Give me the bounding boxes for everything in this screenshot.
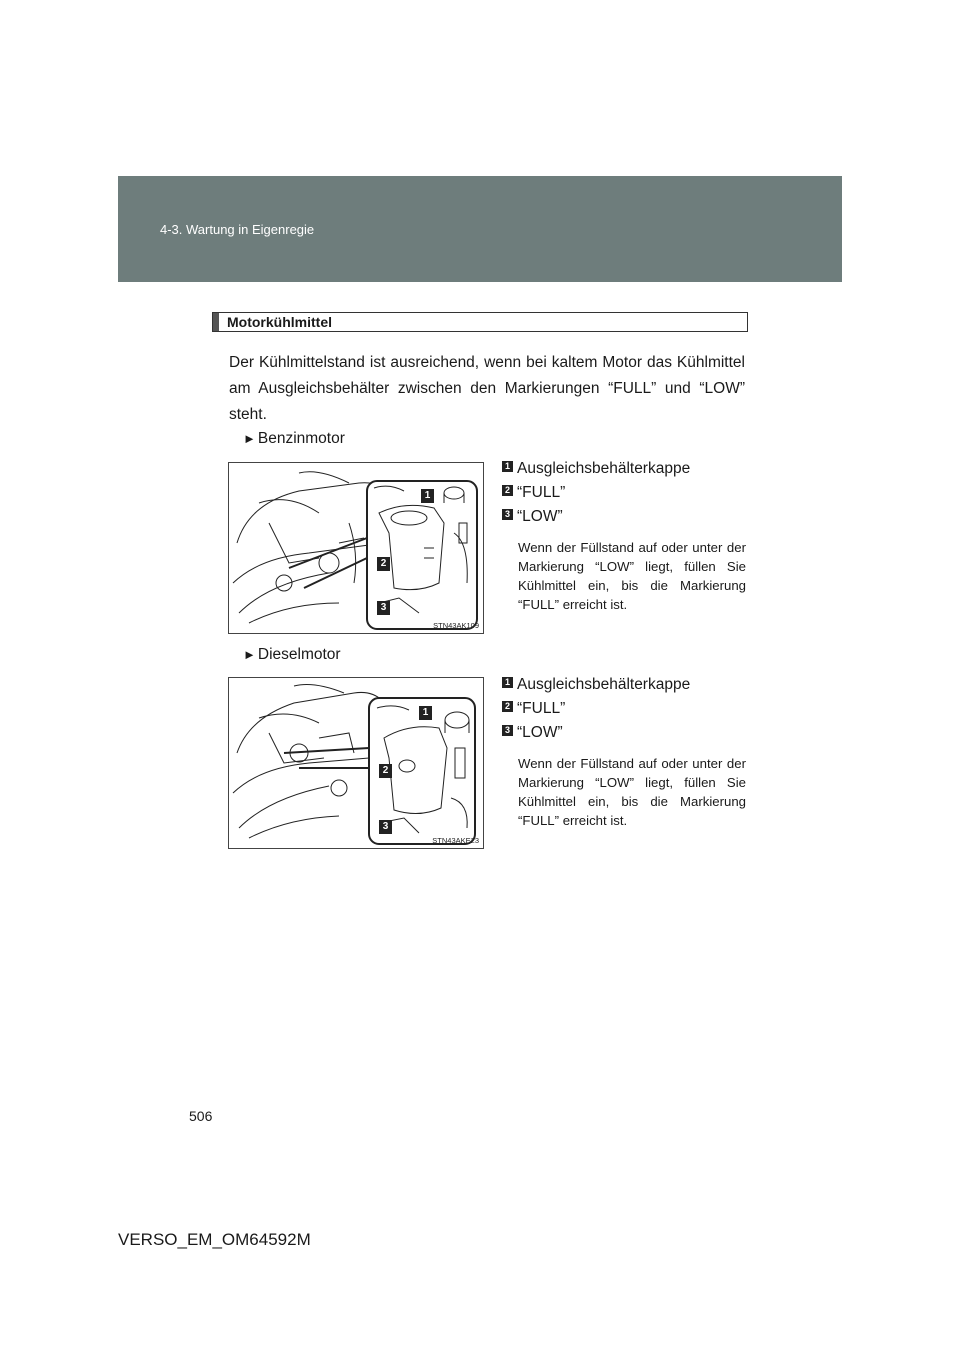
number-badge-1: 1 [502, 677, 513, 688]
section-title-accent [213, 313, 219, 331]
legend-note: Wenn der Füllstand auf oder unter der Markierung “LOW” liegt, füllen Sie Kühlmittel ein, bis die Markierung “FULL” erreicht ist. [518, 540, 746, 612]
figure-badge-2: 2 [379, 764, 392, 778]
diesel-engine-label [243, 646, 341, 664]
triangle-bullet-icon: ► [243, 647, 256, 662]
legend-label: “LOW” [517, 724, 563, 741]
legend-item [502, 481, 752, 504]
intro-paragraph: Der Kühlmittelstand ist ausreichend, wenn bei kaltem Motor das Kühlmittel am Ausgleichsbehälter zwischen den Markierungen “FULL” und “LOW” steht. [229, 354, 745, 423]
number-badge-3: 3 [502, 725, 513, 736]
figure-code: STN43AKE23 [432, 836, 479, 845]
figure-badge-3: 3 [377, 601, 390, 615]
diesel-legend [502, 673, 752, 830]
diesel-engine-illustration [229, 678, 483, 848]
petrol-engine-label [243, 430, 345, 448]
figure-badge-2: 2 [377, 557, 390, 571]
triangle-bullet-icon: ► [243, 431, 256, 446]
legend-item [502, 697, 752, 720]
figure-code: STN43AK109 [433, 621, 479, 630]
figure-badge-3: 3 [379, 820, 392, 834]
petrol-engine-text: Benzinmotor [257, 430, 345, 447]
page-number: 506 [189, 1108, 213, 1124]
number-badge-2: 2 [502, 485, 513, 496]
figure-badge-1: 1 [419, 706, 432, 720]
legend-label: Ausgleichsbehälterkappe [517, 676, 691, 693]
header-section-title: 4-3. Wartung in Eigenregie [160, 222, 315, 237]
legend-note: Wenn der Füllstand auf oder unter der Markierung “LOW” liegt, füllen Sie Kühlmittel ein, bis die Markierung “FULL” erreicht ist. [518, 756, 746, 828]
number-badge-1: 1 [502, 461, 513, 472]
legend-item [502, 505, 752, 528]
diesel-engine-text: Dieselmotor [257, 646, 341, 663]
legend-label: “LOW” [517, 508, 563, 525]
section-title: Motorkühlmittel [227, 314, 332, 330]
figure-badge-1: 1 [421, 489, 434, 503]
legend-item [502, 673, 752, 696]
petrol-legend [502, 457, 752, 614]
petrol-engine-illustration [229, 463, 483, 633]
legend-label: “FULL” [517, 700, 566, 717]
diesel-engine-figure [228, 677, 484, 849]
header-band [118, 176, 842, 282]
petrol-engine-figure [228, 462, 484, 634]
legend-item [502, 721, 752, 744]
number-badge-2: 2 [502, 701, 513, 712]
legend-label: “FULL” [517, 484, 566, 501]
legend-item [502, 457, 752, 480]
number-badge-3: 3 [502, 509, 513, 520]
section-title-bar [212, 312, 748, 332]
legend-label: Ausgleichsbehälterkappe [517, 460, 691, 477]
document-code: VERSO_EM_OM64592M [118, 1230, 311, 1249]
